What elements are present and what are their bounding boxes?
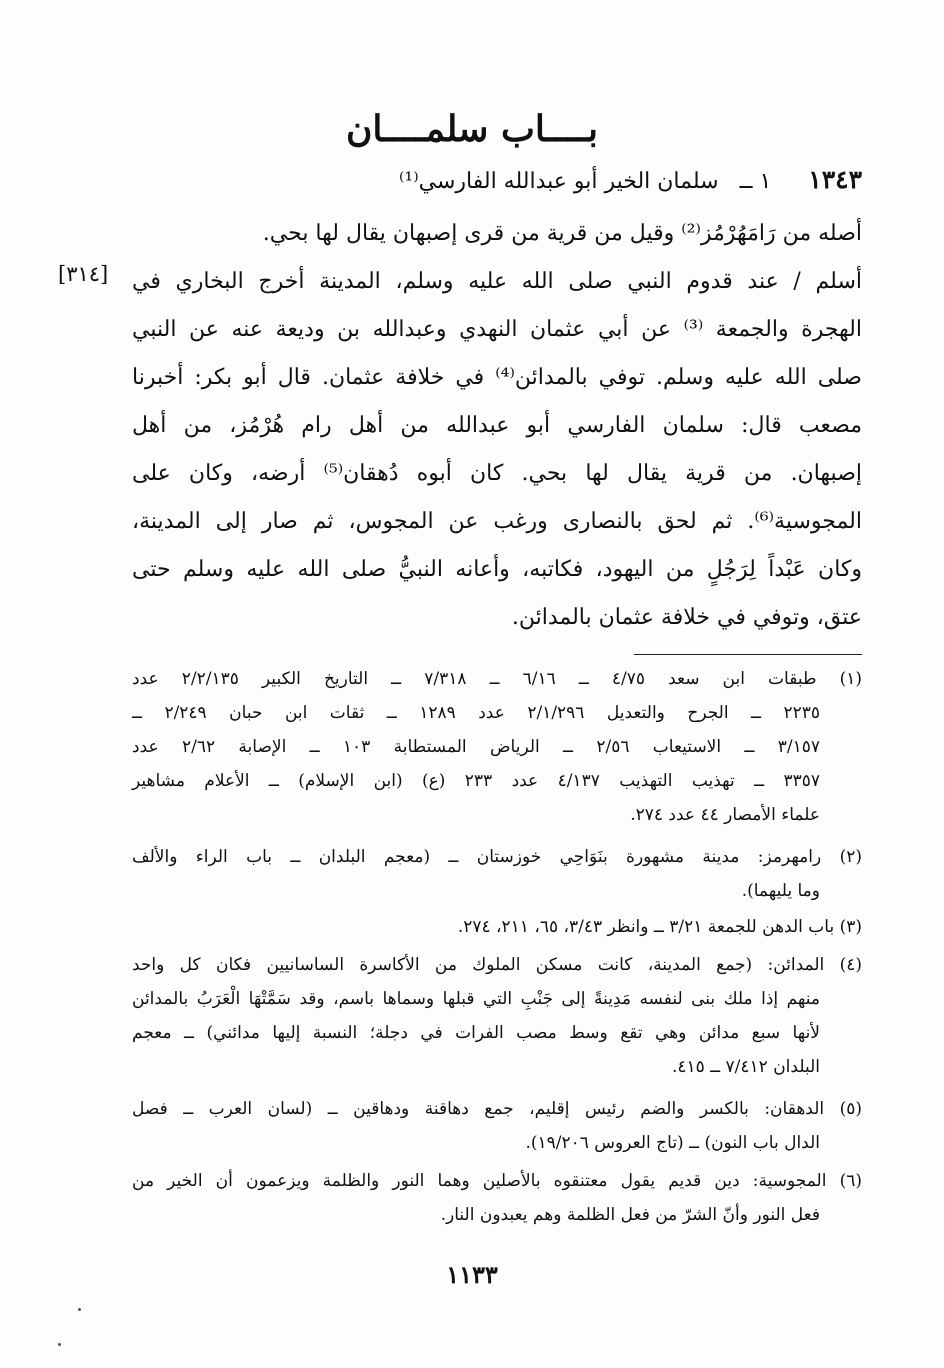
footnote-line: (٤) المدائن: (جمع المدينة، كانت مسكن الملوك من الأكاسرة الساسانيين فكان كل واحد <box>132 955 862 975</box>
footnote-line: (٦) المجوسية: دين قديم يقول معتنقوه بالأصلين وهما النور والظلمة ويزعمون أن الخير من <box>132 1171 862 1191</box>
footnote-line: البلدان ٧/٤١٢ ــ ٤١٥. <box>671 1057 820 1077</box>
entry-name: سلمان الخير أبو عبدالله الفارسي⁽¹⁾ <box>399 169 719 194</box>
entry-heading <box>102 165 862 194</box>
footnote-line: (١) طبقات ابن سعد ٤/٧٥ ــ ٦/١٦ ــ ٧/٣١٨ ــ التاريخ الكبير ٢/٢/١٣٥ عدد <box>132 669 862 689</box>
footnote-line: الدال باب النون) ــ (تاج العروس ١٩/٢٠٦). <box>525 1133 820 1153</box>
body-line: المجوسية⁽⁶⁾. ثم لحق بالنصارى ورغب عن المجوس، ثم صار إلى المدينة، <box>132 509 862 534</box>
footnote-line: فعل النور وأنّ الشرّ من فعل الظلمة وهم يعبدون النار. <box>440 1205 820 1225</box>
body-line: مصعب قال: سلمان الفارسي أبو عبدالله من أهل رام هُرْمُز، من أهل <box>132 413 862 438</box>
footnote-line: ٣/١٥٧ ــ الاستيعاب ٢/٥٦ ــ الرياض المستطابة ١٠٣ ــ الإصابة ٢/٦٢ عدد <box>132 737 820 757</box>
page-number: ١١٣٣ <box>446 1260 498 1289</box>
body-line: وكان عَبْداً لِرَجُلٍ من اليهود، فكاتبه، وأعانه النبيُّ صلى الله عليه وسلم حتى <box>132 557 862 582</box>
scan-speck <box>58 1343 61 1346</box>
footnote-line: منهم إذا ملك بنى لنفسه مَدِينةً إلى جَنْبِ التي قبلها وسماها باسم، وقد سَمَّتْهَا الْعَرَبُ بالمدائن <box>132 989 820 1009</box>
footnote-line: علماء الأمصار ٤٤ عدد ٢٧٤. <box>630 805 820 825</box>
body-line: عتق، وتوفي في خلافة عثمان بالمدائن. <box>511 605 862 630</box>
footnote-line: لأنها سبع مدائن وهي تقع وسط مصب الفرات في دجلة؛ النسبة إليها مدائني) ــ معجم <box>132 1023 820 1043</box>
entry-number: ١٣٤٣ <box>808 165 862 194</box>
chapter-title: بــــاب سلمــــان <box>345 108 599 150</box>
body-line: أسلم / عند قدوم النبي صلى الله عليه وسلم، المدينة أخرج البخاري في <box>132 269 862 294</box>
footnote-line: (٢) رامهرمز: مدينة مشهورة بنَوَاحِي خوزستان ــ (معجم البلدان ــ باب الراء والألف <box>132 847 862 867</box>
footnote-line: (٣) باب الدهن للجمعة ٣/٢١ ــ وانظر ٣/٤٣، ٦٥، ٢١١، ٢٧٤. <box>457 917 862 937</box>
footnote-separator <box>634 654 862 655</box>
body-line: صلى الله عليه وسلم. توفي بالمدائن⁽⁴⁾ في خلافة عثمان. قال أبو بكر: أخبرنا <box>132 365 862 390</box>
footnote-line: (٥) الدهقان: بالكسر والضم رئيس إقليم، جمع دهاقنة ودهاقين ــ (لسان العرب ــ فصل <box>132 1099 862 1119</box>
marginal-page-reference: [٣١٤] <box>58 262 109 286</box>
scan-speck <box>78 1308 81 1311</box>
entry-sub-number: ١ ــ <box>739 169 772 194</box>
footnote-line: ٣٣٥٧ ــ تهذيب التهذيب ٤/١٣٧ عدد ٢٣٣ (ع) (ابن الإسلام) ــ الأعلام مشاهير <box>132 771 820 791</box>
footnote-line: وما يليهما). <box>741 881 820 901</box>
body-line: الهجرة والجمعة ⁽³⁾ عن أبي عثمان النهدي وعبدالله بن وديعة عنه عن النبي <box>132 317 862 342</box>
body-line: إصبهان. من قرية يقال لها بحي. كان أبوه دُهقان⁽⁵⁾ أرضه، وكان على <box>132 461 862 486</box>
footnote-line: ٢٢٣٥ ــ الجرح والتعديل ٢/١/٢٩٦ عدد ١٢٨٩ ــ ثقات ابن حبان ٢/٢٤٩ ــ <box>132 703 820 723</box>
body-line: أصله من رَامَهُرْمُز⁽²⁾ وقيل من قرية من قرى إصبهان يقال لها بحي. <box>262 221 862 246</box>
